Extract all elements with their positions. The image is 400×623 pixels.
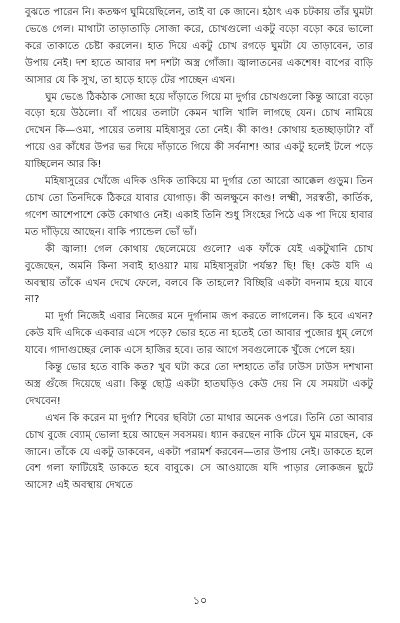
body-text bbox=[25, 5, 373, 495]
paragraph-3: মহিষাসুরের খোঁজে এদিক ওদিক তাকিয়ে মা দুর্গার তো আরো আক্কেল গুড়ুম। তিন চোখ তো তিনদিকে ঠিকরে যাবার যোগাড়। কী অলক্ষুনে কাণ্ড! লক্ষ্মী, সরস্বতী, কার্তিক, গণেশ আশেপাশে কেউ কোথাও নেই। একাই তিনি শুধু সিংহের পিঠে এক পা দিয়ে হাবার মত দাঁড়িয়ে আছেন। বাকি প্যান্ডেল ভোঁ ভাঁ। bbox=[25, 176, 373, 238]
paragraph-7: এখন কি করেন মা দুর্গা? শিবের ছবিটা তো মাথার অনেক ওপরে। তিনি তো আবার চোখ বুজে ব্যোম্ ভোলা হয়ে আছেন সবসময়। ধ্যান করছেন নাকি টেনে ঘুম মারছেন, কে জানে। তাঁকে যে একটু ডাকবেন, একটা পরামর্শ করবেন—তার উপায় নেই। ডাকতে হলে বেশ গলা ফাটিয়েই ডাকতে হবে বাবুকে। সে আওয়াজে যদি পাড়ার লোকজন ছুটে আসে? এই অবস্থায় দেখতে bbox=[25, 412, 373, 492]
paragraph-6: কিন্তু ভোর হতে বাকি কত? খুব ঘটা করে তো দশহাতে তাঁর ঢাউস ঢাউস দশখানা অস্ত্র গুঁজে দিয়েছে এরা। কিন্তু ছোট্ট একটা হাতঘড়িও কেউ দেয় নি যে সময়টা একটু দেখবেন! bbox=[25, 362, 373, 407]
paragraph-4: কী জ্বালা! গেল কোথায় ছেলেমেয়ে গুলো? এক ফাঁকে যেই একটুখানি চোখ বুজেছেন, অমনি কিনা সবাই হাওয়া? মায় মহিষাসুরটা পর্যন্ত? ছি! ছি! কেউ যদি এ অবস্থায় তাঁকে এখন দেখে ফেলে, বলবে কি তাহলে? বিচ্ছিরি একটা বদনাম হয়ে যাবে না? bbox=[25, 243, 373, 306]
paragraph-2: ঘুম ভেঙে ঠিকঠাক সোজা হয়ে দাঁড়াতে গিয়ে মা দুর্গার চোখগুলো কিন্তু আরো বড়ো বড়ো হয়ে উঠলো। বাঁ পায়ের তলাটা কেমন খালি খালি লাগছে যেন। চোখ নামিয়ে দেখেন কি—ওমা, পায়ের তলায় মহিষাসুর তো নেই। কী কাণ্ড! কোথায় হতচ্ছাড়াটা? বাঁ পায়ে ওর কাঁধের উপর ভর দিয়ে দাঁড়াতে গিয়ে কী সর্বনাশ! আর একটু হলেই টলে পড়ে যাচ্ছিলেন আর কি! bbox=[25, 91, 373, 171]
paragraph-1: বুঝতে পারেন নি। কতক্ষণ ঘুমিয়েছিলেন, তাই বা কে জানে। হঠাৎ এক চটকায় তাঁর ঘুমটা ভেঙে গেল। মাথাটা তাড়াতাড়ি সোজা করে, চোখগুলো একটু বড়ো বড়ো করে ভালো করে তাকাতে চেষ্টা করলেন। হাত দিয়ে একটু চোখ রগড়ে ঘুমটা যে তাড়াবেন, তার উপায় নেই। দশ হাতে আবার দশ দশটা অস্ত্র গোঁজা। জ্বালাতনের একশেষ! বাপের বাড়ি আসার যে কি সুখ, তা হাড়ে হাড়ে টের পাচ্ছেন এখন। bbox=[25, 7, 373, 86]
paragraph-5: মা দুর্গা নিজেই এবার নিজের মনে দুর্গানাম জপ করতে লাগলেন। কি হবে এখন? কেউ যদি এদিকে একবার এসে পড়ে? ভোর হতে না হতেই তো আবার পুজোর ধুম্ লেগে যাবে। গাদাগুচ্ছের লোক এসে হাজির হবে। তার আগে সবগুলোকে খুঁজে পেলে হয়। bbox=[25, 311, 373, 357]
page-number: ১০ bbox=[192, 594, 208, 607]
